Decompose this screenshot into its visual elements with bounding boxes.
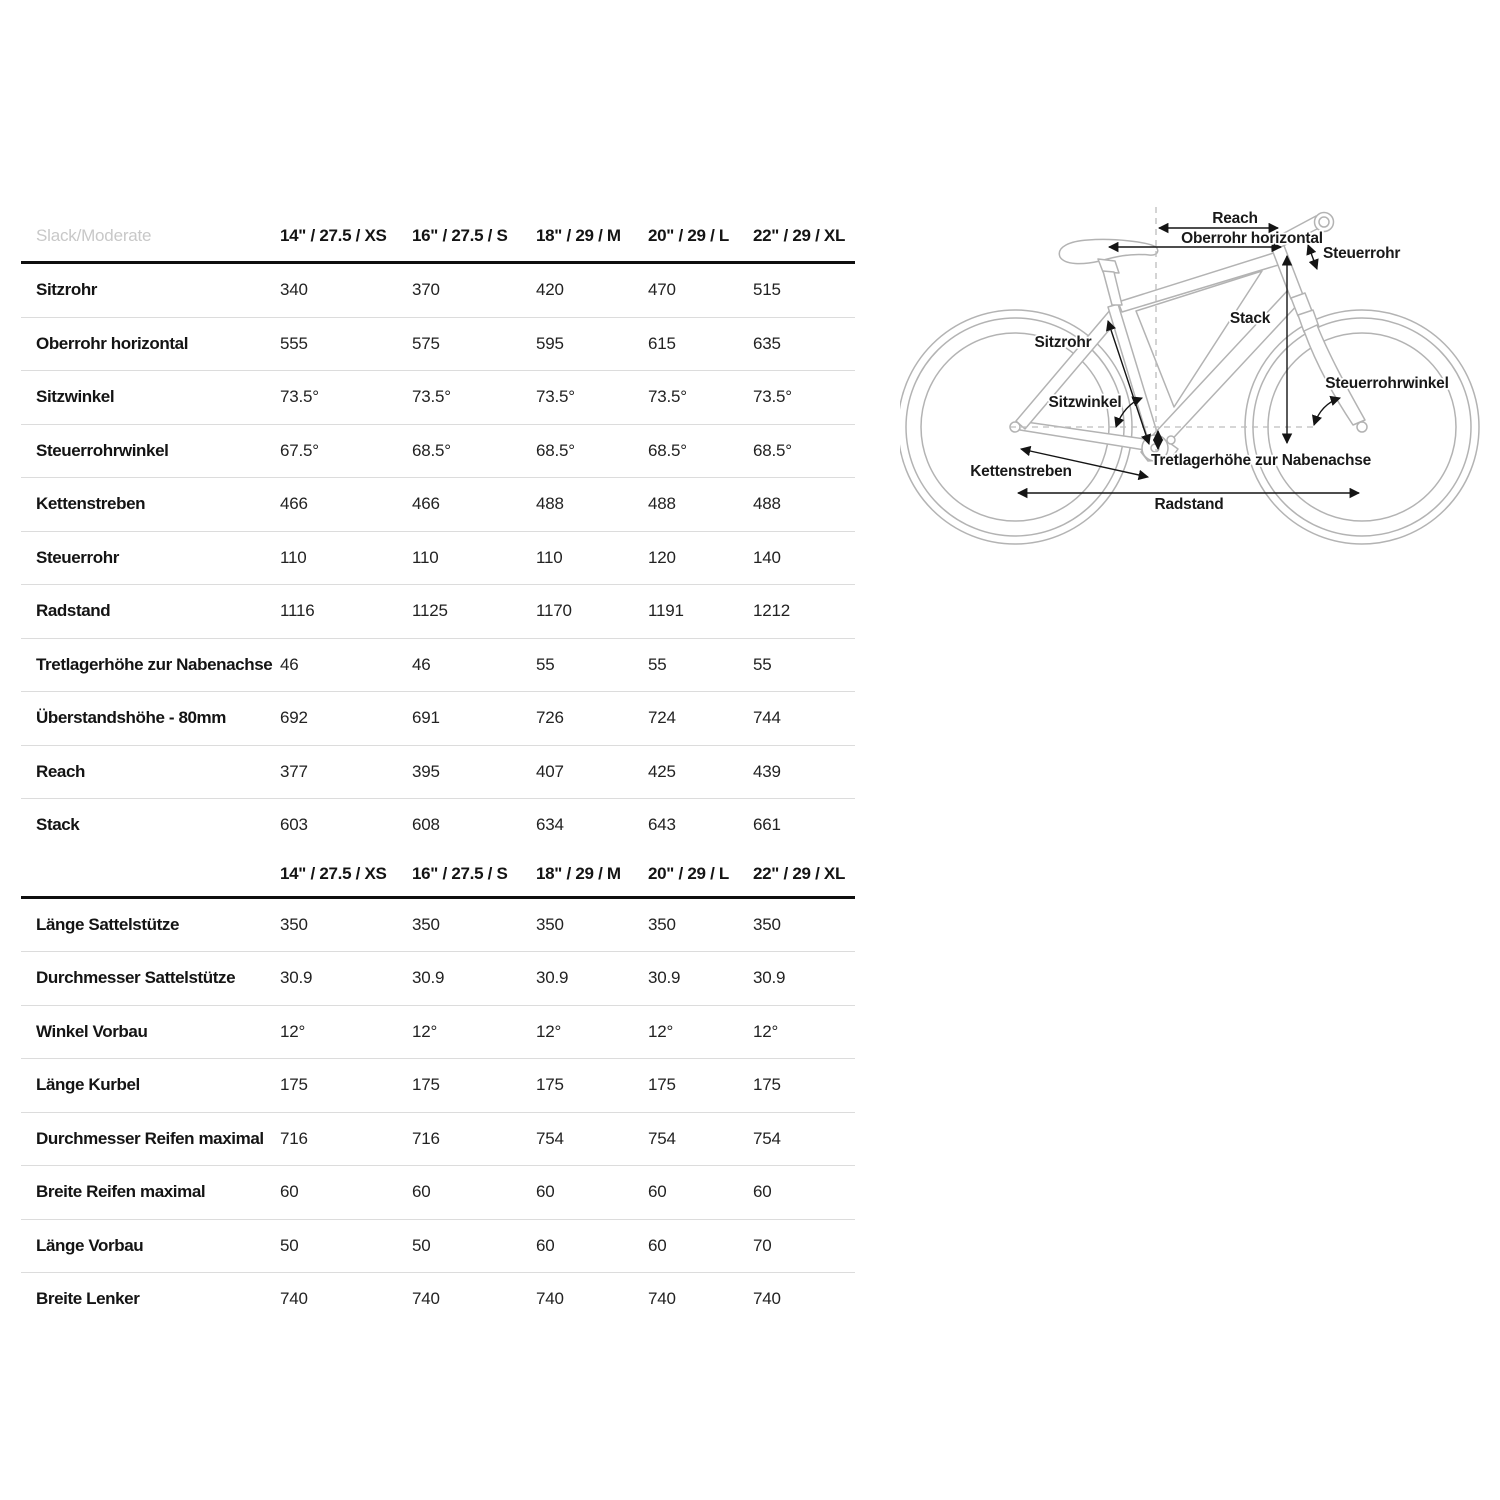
row-value: 12°: [280, 1021, 306, 1041]
row-value: 716: [412, 1128, 440, 1148]
row-value: 175: [536, 1075, 564, 1095]
table-row: [21, 1113, 855, 1167]
diagram-label-radstand: Radstand: [1154, 496, 1224, 513]
column-header-size: 22" / 29 / XL: [753, 863, 846, 883]
row-value: 340: [280, 280, 308, 300]
row-label: Kettenstreben: [36, 494, 146, 514]
row-value: 350: [280, 914, 308, 934]
row-value: 50: [280, 1235, 299, 1255]
row-value: 1170: [536, 601, 572, 621]
row-value: 615: [648, 333, 676, 353]
row-value: 407: [536, 761, 564, 781]
row-label: Winkel Vorbau: [36, 1021, 148, 1041]
table-row: [21, 371, 855, 425]
column-header-size: 18" / 29 / M: [536, 225, 621, 245]
row-value: 740: [753, 1289, 781, 1309]
table-row: [21, 799, 855, 852]
row-value: 420: [536, 280, 564, 300]
row-value: 73.5°: [412, 387, 451, 407]
table-row: [21, 478, 855, 532]
row-value: 73.5°: [753, 387, 792, 407]
row-value: 12°: [648, 1021, 674, 1041]
row-value: 110: [412, 547, 439, 567]
row-label: Länge Kurbel: [36, 1075, 140, 1095]
row-value: 350: [412, 914, 440, 934]
row-value: 110: [280, 547, 307, 567]
row-label: Breite Lenker: [36, 1289, 140, 1309]
diagram-label-sitzwinkel: Sitzwinkel: [1048, 394, 1122, 411]
row-label: Radstand: [36, 601, 111, 621]
row-value: 691: [412, 708, 440, 728]
geometry-table-section-2: [21, 852, 855, 1326]
row-value: 716: [280, 1128, 308, 1148]
row-value: 1212: [753, 601, 791, 621]
row-value: 110: [536, 547, 563, 567]
row-value: 70: [753, 1235, 772, 1255]
row-value: 740: [536, 1289, 564, 1309]
row-label: Oberrohr horizontal: [36, 333, 189, 353]
row-label: Stack: [36, 815, 80, 835]
row-value: 55: [536, 654, 555, 674]
row-value: 370: [412, 280, 440, 300]
row-value: 754: [536, 1128, 564, 1148]
row-value: 30.9: [648, 968, 681, 988]
row-value: 73.5°: [536, 387, 575, 407]
row-value: 595: [536, 333, 564, 353]
row-label: Steuerrohr: [36, 547, 119, 567]
row-value: 754: [648, 1128, 676, 1148]
row-value: 634: [536, 815, 564, 835]
row-label: Durchmesser Reifen maximal: [36, 1128, 264, 1148]
table-row: [21, 1059, 855, 1113]
row-label: Überstandshöhe - 80mm: [36, 708, 226, 728]
row-value: 740: [648, 1289, 676, 1309]
row-value: 60: [412, 1182, 431, 1202]
row-value: 635: [753, 333, 781, 353]
steuerrohrwinkel-arc: [1314, 398, 1340, 425]
table-row: [21, 1220, 855, 1274]
row-value: 466: [280, 494, 308, 514]
row-value: 60: [648, 1182, 667, 1202]
row-value: 175: [753, 1075, 781, 1095]
row-value: 425: [648, 761, 676, 781]
diagram-label-steuerrohr: Steuerrohr: [1323, 245, 1401, 262]
table-row: [21, 318, 855, 372]
row-value: 30.9: [280, 968, 313, 988]
row-value: 30.9: [412, 968, 445, 988]
row-value: 488: [648, 494, 676, 514]
table-row: [21, 899, 855, 953]
column-header-size: 16" / 27.5 / S: [412, 863, 508, 883]
diagram-label-sitzrohr: Sitzrohr: [1034, 334, 1092, 351]
diagram-label-tretlagerhoehe: Tretlagerhöhe zur Nabenachse: [1151, 452, 1372, 469]
row-value: 515: [753, 280, 781, 300]
steuerrohr-arrow: [1308, 245, 1317, 269]
row-value: 488: [536, 494, 564, 514]
row-value: 12°: [412, 1021, 438, 1041]
column-header-size: 16" / 27.5 / S: [412, 225, 508, 245]
row-value: 30.9: [536, 968, 569, 988]
row-value: 175: [280, 1075, 308, 1095]
row-label: Tretlagerhöhe zur Nabenachse: [36, 654, 273, 674]
table-row: [21, 639, 855, 693]
row-value: 1191: [648, 601, 684, 621]
row-value: 661: [753, 815, 781, 835]
row-value: 744: [753, 708, 781, 728]
row-value: 55: [648, 654, 667, 674]
table-rows: [21, 899, 855, 1326]
row-value: 1125: [412, 601, 448, 621]
column-header-size: 14" / 27.5 / XS: [280, 225, 387, 245]
row-value: 395: [412, 761, 440, 781]
column-header-size: 22" / 29 / XL: [753, 225, 846, 245]
diagram-label-oberrohr: Oberrohr horizontal: [1181, 230, 1323, 247]
table-header-row: [21, 852, 855, 899]
row-value: 46: [412, 654, 431, 674]
row-value: 692: [280, 708, 308, 728]
geometry-table: [21, 210, 855, 1326]
column-header-size: 14" / 27.5 / XS: [280, 863, 387, 883]
row-value: 754: [753, 1128, 781, 1148]
diagram-label-stack: Stack: [1229, 310, 1271, 327]
row-value: 643: [648, 815, 676, 835]
row-value: 439: [753, 761, 781, 781]
diagram-label-kettenstreben: Kettenstreben: [970, 463, 1072, 480]
row-value: 740: [280, 1289, 308, 1309]
row-label: Reach: [36, 761, 86, 781]
row-value: 60: [536, 1235, 555, 1255]
table-header-row: [21, 210, 855, 264]
table-header-title: Slack/Moderate: [36, 225, 152, 245]
row-value: 724: [648, 708, 676, 728]
row-value: 67.5°: [280, 440, 319, 460]
row-value: 55: [753, 654, 772, 674]
row-value: 50: [412, 1235, 431, 1255]
row-value: 1116: [280, 601, 315, 621]
row-value: 73.5°: [280, 387, 319, 407]
row-value: 68.5°: [753, 440, 792, 460]
row-value: 603: [280, 815, 308, 835]
column-header-size: 20" / 29 / L: [648, 863, 730, 883]
geometry-table-section-1: [21, 210, 855, 852]
row-value: 555: [280, 333, 308, 353]
table-row: [21, 532, 855, 586]
row-label: Durchmesser Sattelstütze: [36, 968, 236, 988]
row-value: 68.5°: [648, 440, 687, 460]
row-value: 175: [648, 1075, 676, 1095]
row-value: 68.5°: [412, 440, 451, 460]
row-label: Breite Reifen maximal: [36, 1182, 206, 1202]
table-row: [21, 1166, 855, 1220]
table-row: [21, 425, 855, 479]
row-value: 350: [648, 914, 676, 934]
row-value: 30.9: [753, 968, 786, 988]
row-value: 377: [280, 761, 308, 781]
row-value: 608: [412, 815, 440, 835]
row-value: 350: [536, 914, 564, 934]
row-value: 488: [753, 494, 781, 514]
diagram-label-reach: Reach: [1212, 210, 1258, 227]
row-value: 60: [536, 1182, 555, 1202]
row-value: 726: [536, 708, 564, 728]
table-row: [21, 746, 855, 800]
table-row: [21, 1273, 855, 1326]
table-row: [21, 585, 855, 639]
row-label: Länge Sattelstütze: [36, 914, 179, 934]
diagram-labels: [970, 210, 1449, 513]
row-value: 60: [753, 1182, 772, 1202]
row-value: 466: [412, 494, 440, 514]
row-value: 46: [280, 654, 299, 674]
bike-geometry-diagram: [900, 195, 1500, 555]
row-label: Sitzrohr: [36, 280, 98, 300]
row-value: 740: [412, 1289, 440, 1309]
diagram-label-steuerrohrwinkel: Steuerrohrwinkel: [1325, 375, 1449, 392]
row-value: 12°: [753, 1021, 779, 1041]
row-value: 470: [648, 280, 676, 300]
row-value: 60: [648, 1235, 667, 1255]
table-row: [21, 692, 855, 746]
row-value: 120: [648, 547, 676, 567]
row-value: 350: [753, 914, 781, 934]
row-label: Steuerrohrwinkel: [36, 440, 169, 460]
column-header-size: 20" / 29 / L: [648, 225, 730, 245]
row-value: 73.5°: [648, 387, 687, 407]
row-value: 60: [280, 1182, 299, 1202]
row-label: Sitzwinkel: [36, 387, 115, 407]
row-value: 575: [412, 333, 440, 353]
row-value: 175: [412, 1075, 440, 1095]
table-row: [21, 264, 855, 318]
row-value: 140: [753, 547, 781, 567]
column-header-size: 18" / 29 / M: [536, 863, 621, 883]
table-row: [21, 952, 855, 1006]
row-label: Länge Vorbau: [36, 1235, 144, 1255]
table-row: [21, 1006, 855, 1060]
table-rows: [21, 264, 855, 852]
row-value: 68.5°: [536, 440, 575, 460]
row-value: 12°: [536, 1021, 562, 1041]
